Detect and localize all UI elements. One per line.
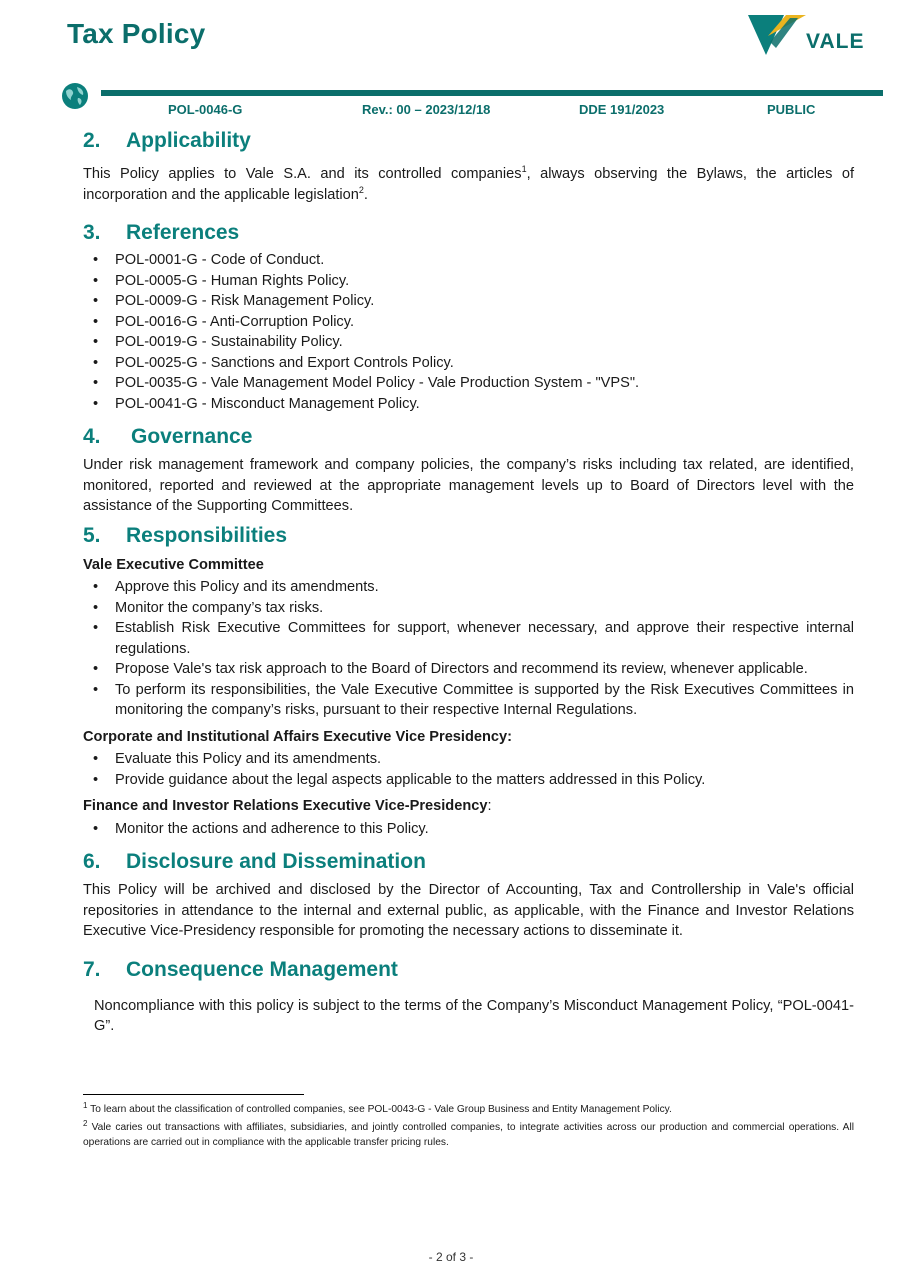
dde-number: DDE 191/2023 [579, 102, 665, 117]
vale-logo [746, 12, 865, 58]
list-item: • POL-0009-G - Risk Management Policy. [115, 291, 854, 312]
responsibility-group-heading: Finance and Investor Relations Executive Vice-Presidency: [83, 798, 492, 814]
list-item: • Monitor the actions and adherence to this Policy. [115, 819, 854, 840]
list-item: • Provide guidance about the legal aspects applicable to the matters addressed in this Policy. [115, 770, 854, 791]
section-heading-disclosure: 6. Disclosure and Dissemination [83, 850, 426, 873]
responsibility-list [83, 819, 854, 840]
list-item: • Propose Vale's tax risk approach to the Board of Directors and recommend its review, whenever applicable. [115, 659, 854, 680]
list-item: • POL-0019-G - Sustainability Policy. [115, 332, 854, 353]
responsibility-group-heading: Corporate and Institutional Affairs Executive Vice Presidency: [83, 728, 513, 745]
list-item: • POL-0016-G - Anti-Corruption Policy. [115, 312, 854, 333]
section-heading-consequence: 7. Consequence Management [83, 957, 398, 981]
header-rule [101, 90, 883, 96]
list-item: • Approve this Policy and its amendments. [115, 577, 854, 598]
list-item: • POL-0041-G - Misconduct Management Policy. [115, 394, 854, 415]
footnote-1: $^1$ To learn about the classification of controlled companies, see POL-0043-G - Vale Group Business and Entity Management Policy. [83, 1101, 672, 1115]
section-heading-references: 3. References [83, 221, 240, 244]
disclosure-text: This Policy will be archived and disclosed by the Director of Accounting, Tax and Controllership in Vale's official repositories in attendance to the internal and external public, as applicable, with the Finance and Investor Relations Executive Vice-Presidency responsible for promoting the necessary actions to disseminate it. [83, 882, 854, 939]
section-heading-governance: 4. Governance [83, 425, 253, 448]
footnote-separator [83, 1094, 304, 1095]
consequence-text: Noncompliance with this policy is subject to the terms of the Company’s Misconduct Management Policy, “POL-0041-G”. [94, 997, 854, 1034]
list-item: • POL-0035-G - Vale Management Model Policy - Vale Production System - "VPS". [115, 373, 854, 394]
document-body [83, 126, 854, 1037]
globe-icon [61, 82, 89, 110]
list-item: • POL-0005-G - Human Rights Policy. [115, 271, 854, 292]
revision-date: Rev.: 00 – 2023/12/18 [362, 102, 491, 117]
list-item: • Monitor the company’s tax risks. [115, 598, 854, 619]
applicability-text: This Policy applies to Vale S.A. and its controlled companies$^1$, always observing the Bylaws, the articles of incorporation and the applicable legislation$^2$. [83, 164, 854, 203]
governance-text: Under risk management framework and company policies, the company’s risks including tax related, are identified, monitored, reported and reviewed at the appropriate management levels up to Board of Directors level with the assistance of the Supporting Committees. [83, 457, 854, 514]
references-list [83, 250, 854, 414]
document-title: Tax Policy [67, 18, 206, 49]
footnote-ref-1[interactable]: 1 [521, 164, 527, 174]
doc-code: POL-0046-G [168, 102, 243, 117]
page-number: - 2 of 3 - [428, 1250, 474, 1264]
responsibility-list [83, 749, 854, 790]
responsibility-group-heading: Vale Executive Committee [83, 556, 264, 573]
list-item: • Evaluate this Policy and its amendments. [115, 749, 854, 770]
responsibility-list [83, 577, 854, 721]
footnote-2: $^2$ Vale caries out transactions with affiliates, subsidiaries, and jointly controlled companies, to integrate activities across our production and commercial operations. All operations are carried out in compliance with the applicable transfer pricing rules. [83, 1119, 854, 1148]
list-item: • Establish Risk Executive Committees for support, whenever necessary, and approve their respective internal regulations. [115, 618, 854, 659]
classification-label: PUBLIC [767, 102, 816, 117]
vale-logo-text: VALE [806, 30, 865, 53]
section-heading-applicability: 2. Applicability [83, 129, 251, 152]
list-item: • POL-0025-G - Sanctions and Export Controls Policy. [115, 353, 854, 374]
list-item: • To perform its responsibilities, the Vale Executive Committee is supported by the Risk Executives Committees in monitoring the company’s risks, pursuant to their respective Internal Regulations. [115, 680, 854, 721]
list-item: • POL-0001-G - Code of Conduct. [115, 250, 854, 271]
section-heading-responsibilities: 5. Responsibilities [83, 523, 288, 547]
footnote-ref-2[interactable]: 2 [358, 184, 364, 195]
